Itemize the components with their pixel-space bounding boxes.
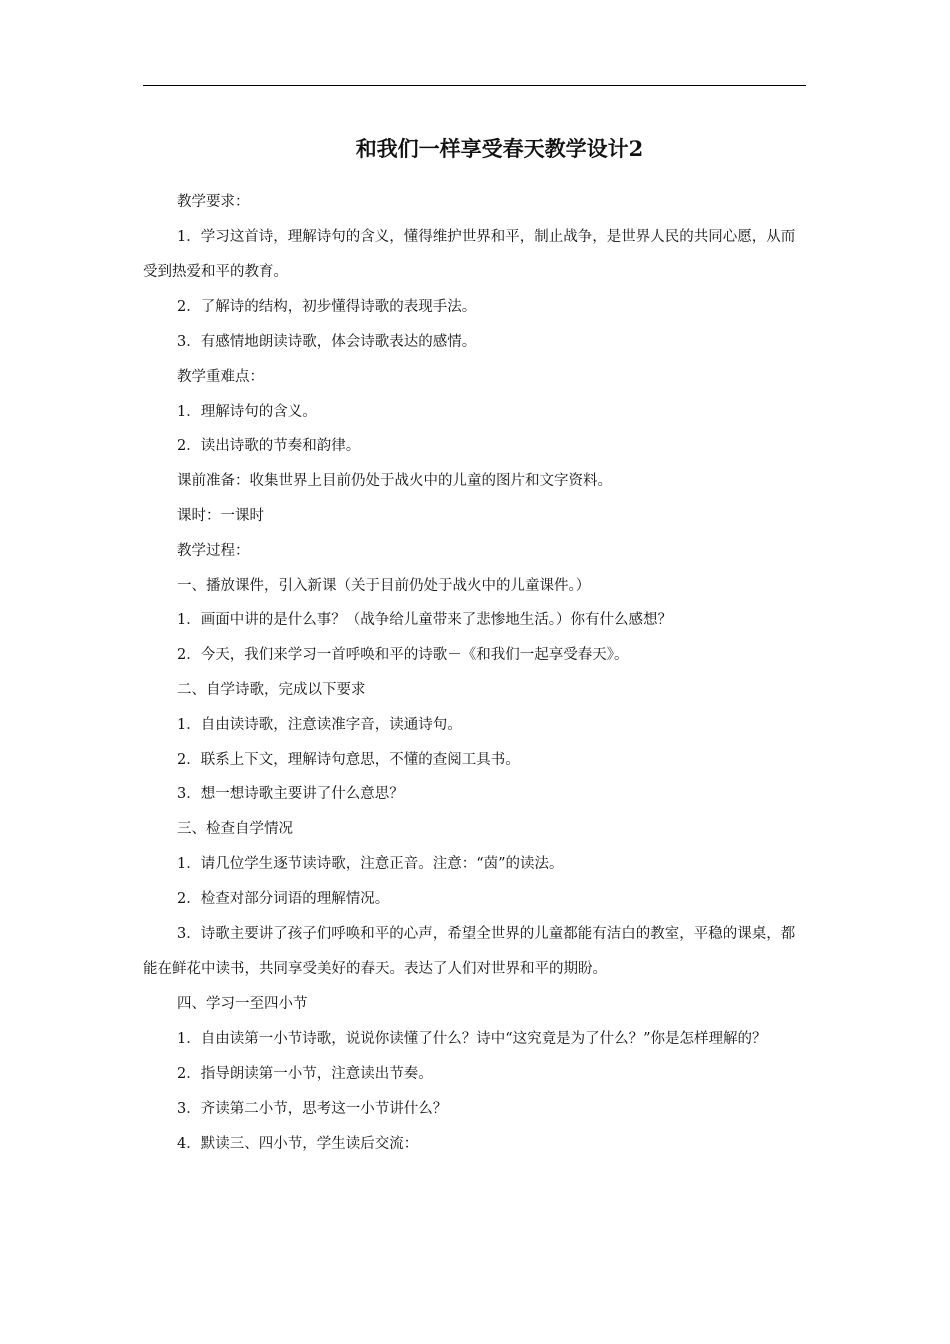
requirement-item-3: 3．有感情地朗读诗歌，体会诗歌表达的感情。: [177, 334, 477, 351]
step-3-item-2: 2．检查对部分词语的理解情况。: [177, 890, 390, 907]
step-4-item-4: 4．默读三、四小节，学生读后交流：: [177, 1135, 419, 1152]
step-1-item-1: 1．画面中讲的是什么事？（战争给儿童带来了悲惨地生活。）你有什么感想？: [177, 612, 672, 629]
step-2-item-1: 1．自由读诗歌，注意读准字音，读通诗句。: [177, 716, 462, 733]
step-3-item-1: 1．请几位学生逐节读诗歌，注意正音。注意：“茵”的读法。: [177, 856, 564, 873]
step-2-item-3: 3．想一想诗歌主要讲了什么意思？: [177, 786, 404, 803]
section-heading-requirements: 教学要求：: [177, 194, 250, 210]
step-4-item-1: 1．自由读第一小节诗歌，说说你读懂了什么？诗中“这究竟是为了什么？”你是怎样理解的？: [177, 1030, 767, 1047]
step-4-item-2: 2．指导朗读第一小节，注意读出节奏。: [177, 1065, 433, 1082]
step-heading-4: 四、学习一至四小节: [177, 996, 308, 1013]
requirement-item-1: 1．学习这首诗，理解诗句的含义，懂得维护世界和平，制止战争，是世界人民的共同心愿，从而受到热爱和平的教育。: [143, 228, 796, 281]
document-title: 和我们一样享受春天教学设计2: [355, 136, 644, 161]
document-body: [143, 190, 807, 1166]
preparation-line: 课前准备：收集世界上目前仍处于战火中的儿童的图片和文字资料。: [177, 473, 612, 490]
section-heading-key-points: 教学重难点：: [177, 368, 264, 385]
step-heading-3: 三、检查自学情况: [177, 821, 293, 838]
step-1-item-2: 2．今天，我们来学习一首呼唤和平的诗歌－《和我们一起享受春天》。: [177, 647, 629, 664]
step-heading-2: 二、自学诗歌，完成以下要求: [177, 682, 366, 699]
step-2-item-2: 2．联系上下文，理解诗句意思，不懂的查阅工具书。: [177, 751, 520, 768]
step-3-item-3: 3．诗歌主要讲了孩子们呼唤和平的心声，希望全世界的儿童都能有洁白的教室，平稳的课桌，都能在鲜花中读书，共同享受美好的春天。表达了人们对世界和平的期盼。: [143, 925, 796, 978]
header-rule: [143, 85, 806, 86]
key-point-item-2: 2．读出诗歌的节奏和韵律。: [177, 438, 361, 455]
key-point-item-1: 1．理解诗句的含义。: [177, 403, 317, 420]
step-heading-1: 一、播放课件，引入新课（关于目前仍处于战火中的儿童课件。）: [177, 577, 591, 594]
section-heading-process: 教学过程：: [177, 542, 250, 559]
step-4-item-3: 3．齐读第二小节，思考这一小节讲什么？: [177, 1100, 448, 1117]
requirement-item-2: 2．了解诗的结构，初步懂得诗歌的表现手法。: [177, 299, 477, 316]
lesson-time-line: 课时：一课时: [177, 508, 264, 525]
